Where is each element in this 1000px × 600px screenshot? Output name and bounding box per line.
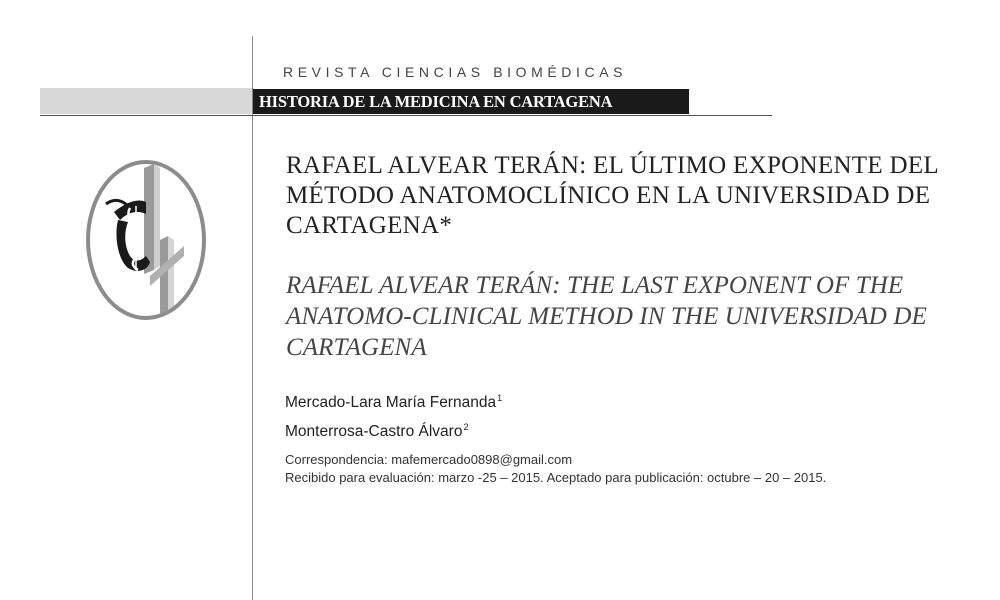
section-label: HISTORIA DE LA MEDICINA EN CARTAGENA [253,89,689,114]
header-grey-band [40,88,252,114]
title-en-line-3: CARTAGENA [286,334,427,361]
title-es-line-3: CARTAGENA* [286,212,453,239]
title-en-line-1: RAFAEL ALVEAR TERÁN: THE LAST EXPONENT OF THE [286,272,904,299]
author-affiliation: 1 [497,393,503,403]
article-title-spanish [286,151,986,241]
title-es-line-2: MÉTODO ANATOMOCLÍNICO EN LA UNIVERSIDAD DE [286,182,931,209]
title-en-line-2: ANATOMO-CLINICAL METHOD IN THE UNIVERSIDAD DE [286,303,927,330]
journal-logo-icon [84,158,208,322]
article-meta [285,451,826,487]
title-es-line-1: RAFAEL ALVEAR TERÁN: EL ÚLTIMO EXPONENTE DEL [286,152,939,179]
author-affiliation: 2 [463,422,469,432]
correspondence-line: Correspondencia: mafemercado0898@gmail.com [285,452,573,467]
author-name: Monterrosa-Castro Álvaro [285,423,463,440]
dates-line: Recibido para evaluación: marzo -25 – 2015. Aceptado para publicación: octubre – 20 – 2015. [285,470,827,485]
article-title-english [286,270,986,363]
author-line [285,415,502,444]
author-list [285,386,502,444]
journal-name: REVISTA CIENCIAS BIOMÉDICAS [283,64,628,80]
vertical-divider [252,36,253,600]
header-rule [40,115,772,116]
author-name: Mercado-Lara María Fernanda [285,394,497,411]
author-line [285,386,502,415]
